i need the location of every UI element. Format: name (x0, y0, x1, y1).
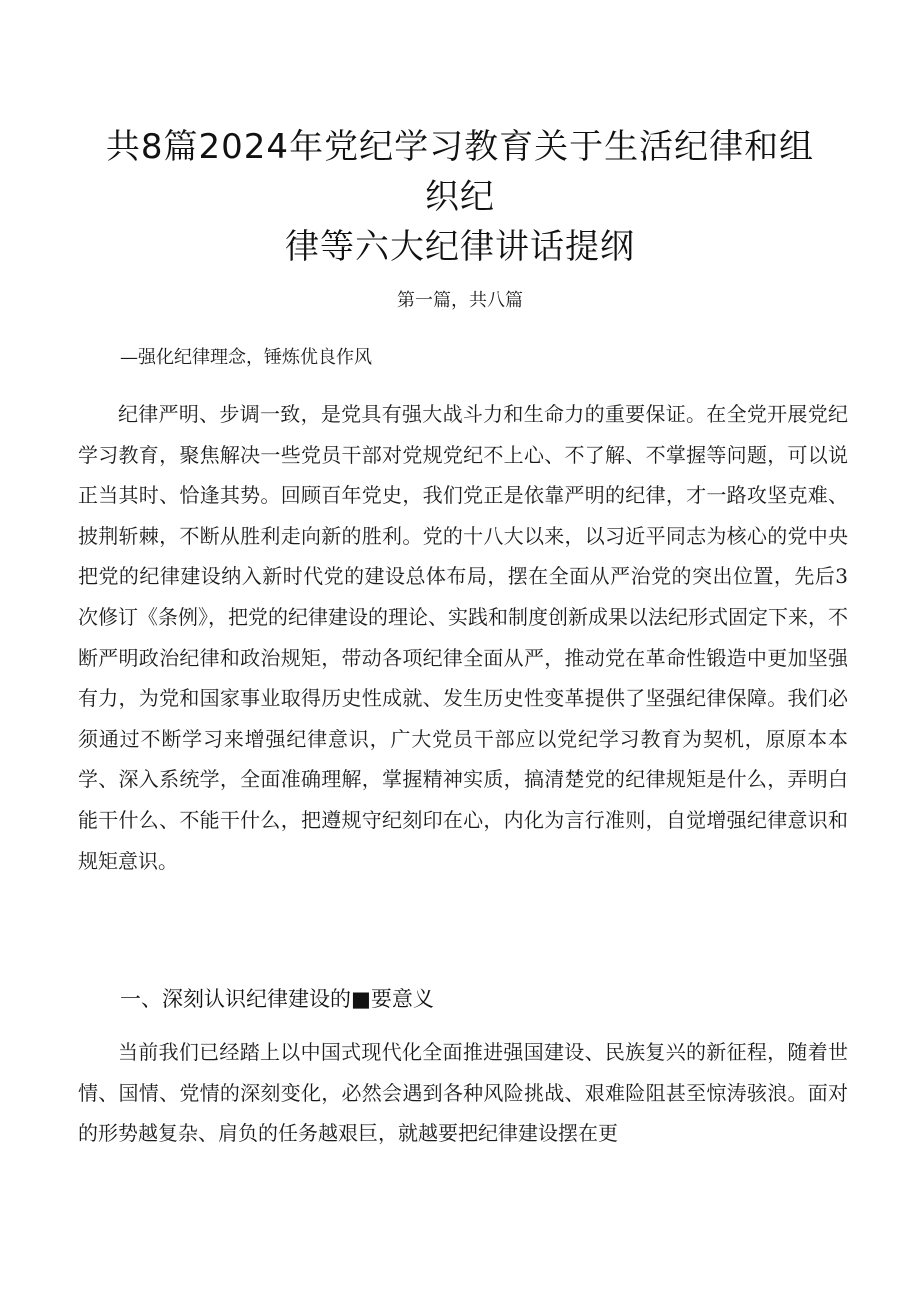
section-heading-1: 一、深刻认识纪律建设的■要意义 (120, 987, 434, 1011)
document-title (90, 122, 830, 272)
epigraph: —强化纪律理念，锤炼优良作风 (120, 347, 372, 368)
title-line-2: 律等六大纪律讲话提纲 (285, 227, 635, 267)
body-paragraph-2: 当前我们已经踏上以中国式现代化全面推进强国建设、民族复兴的新征程，随着世情、国情、党情的深刻变化，必然会遇到各种风险挑战、艰难险阻甚至惊涛骇浪。面对的形势越复杂、肩负的任务越艰巨，就越要把纪律建设摆在更 (78, 1040, 848, 1146)
body-paragraph-1: 纪律严明、步调一致，是党具有强大战斗力和生命力的重要保证。在全党开展党纪学习教育，聚焦解决一些党员干部对党规党纪不上心、不了解、不掌握等问题，可以说正当其时、恰逢其势。回顾百年党史，我们党正是依靠严明的纪律，才一路攻坚克难、披荆斩棘，不断从胜利走向新的胜利。党的十八大以来，以习近平同志为核心的党中央把党的纪律建设纳入新时代党的建设总体布局，摆在全面从严治党的突出位置，先后3次修订《条例》，把党的纪律建设的理论、实践和制度创新成果以法纪形式固定下来，不断严明政治纪律和政治规矩，带动各项纪律全面从严，推动党在革命性锻造中更加坚强有力，为党和国家事业取得历史性成就、发生历史性变革提供了坚强纪律保障。我们必须通过不断学习来增强纪律意识，广大党员干部应以党纪学习教育为契机，原原本本学、深入系统学，全面准确理解，掌握精神实质，搞清楚党的纪律规矩是什么，弄明白能干什么、不能干什么，把遵规守纪刻印在心，内化为言行准则，自觉增强纪律意识和规矩意识。 (78, 402, 848, 873)
title-line-1: 共8篇2024年党纪学习教育关于生活纪律和组织纪 (105, 127, 815, 217)
section-subtitle: 第一篇，共八篇 (397, 290, 523, 311)
